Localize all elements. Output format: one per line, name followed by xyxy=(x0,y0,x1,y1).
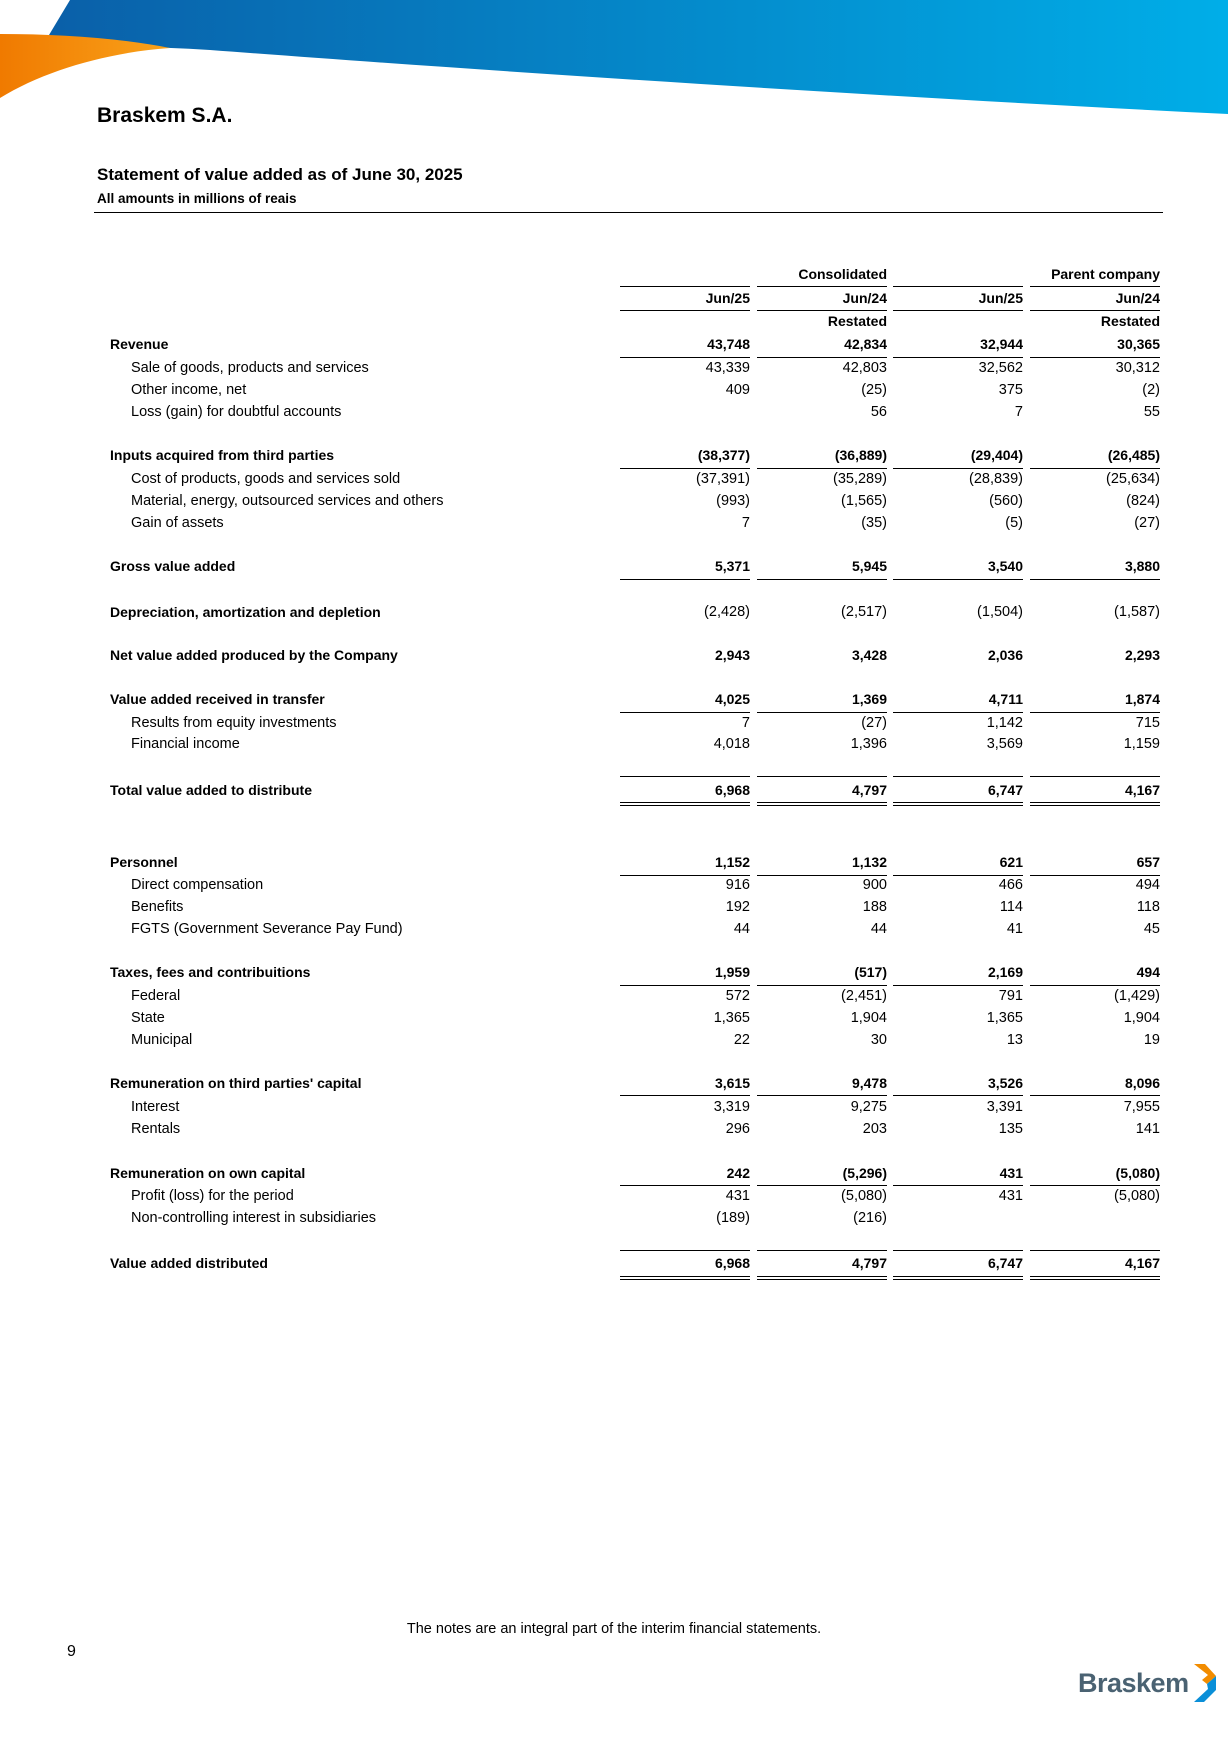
row-value: 1,365 xyxy=(986,1010,1023,1026)
table-row xyxy=(0,782,1228,802)
row-value: 715 xyxy=(1135,715,1160,731)
row-value: 4,167 xyxy=(1124,1255,1160,1271)
table-row xyxy=(0,515,1228,535)
row-value: (25,634) xyxy=(1105,471,1160,487)
row-label: Gross value added xyxy=(110,558,236,574)
row-rule xyxy=(893,357,1023,358)
row-rule xyxy=(757,1095,887,1096)
row-value: 572 xyxy=(725,988,750,1004)
row-value: (27) xyxy=(1134,515,1160,531)
row-value: 3,569 xyxy=(986,736,1023,752)
table-row xyxy=(0,1032,1228,1052)
row-value: 6,968 xyxy=(714,1255,750,1271)
statement-title: Statement of value added as of June 30, 2025 xyxy=(97,165,463,184)
row-rule xyxy=(757,579,887,580)
row-rule xyxy=(620,1250,750,1251)
row-value: 1,142 xyxy=(986,715,1023,731)
col-header-period: Jun/24 xyxy=(842,290,887,306)
row-value: (5) xyxy=(1005,515,1023,531)
row-value: (29,404) xyxy=(970,447,1023,463)
row-rule xyxy=(1030,1250,1160,1251)
row-rule xyxy=(1030,1095,1160,1096)
table-row xyxy=(0,899,1228,919)
row-value: 19 xyxy=(1143,1032,1160,1048)
row-label: Federal xyxy=(131,988,181,1004)
row-value: (824) xyxy=(1126,493,1160,509)
row-label: Revenue xyxy=(110,336,169,352)
table-row xyxy=(0,691,1228,711)
row-value: 4,167 xyxy=(1124,782,1160,798)
row-value: 30 xyxy=(870,1032,887,1048)
row-value: (5,080) xyxy=(841,1188,887,1204)
row-value: 916 xyxy=(725,877,750,893)
row-rule xyxy=(893,579,1023,580)
row-label: FGTS (Government Severance Pay Fund) xyxy=(131,921,403,937)
col-header-restated: Restated xyxy=(827,313,887,329)
logo-text: Braskem xyxy=(1078,1667,1189,1698)
row-rule xyxy=(893,1250,1023,1251)
row-rule xyxy=(757,1250,887,1251)
row-rule xyxy=(893,1095,1023,1096)
row-value: 431 xyxy=(725,1188,750,1204)
row-label: Taxes, fees and contribuitions xyxy=(110,964,311,980)
row-value: 42,834 xyxy=(844,336,887,352)
row-value: 4,711 xyxy=(988,691,1023,707)
row-value: (35,289) xyxy=(832,471,887,487)
table-row xyxy=(0,360,1228,380)
row-value: 791 xyxy=(998,988,1023,1004)
row-label: Financial income xyxy=(131,736,240,752)
total-double-rule xyxy=(757,802,887,806)
row-rule xyxy=(620,579,750,580)
row-value: (189) xyxy=(716,1210,750,1226)
total-double-rule xyxy=(893,802,1023,806)
row-label: Value added received in transfer xyxy=(110,691,325,707)
row-value: 657 xyxy=(1136,854,1160,870)
row-rule xyxy=(757,712,887,713)
row-value: 3,615 xyxy=(714,1075,750,1091)
row-label: Personnel xyxy=(110,854,178,870)
row-value: 2,169 xyxy=(987,964,1023,980)
header-rule xyxy=(757,310,887,311)
table-row xyxy=(0,336,1228,356)
col-header-period: Jun/24 xyxy=(1115,290,1160,306)
row-label: Inputs acquired from third parties xyxy=(110,447,335,463)
row-value: 30,365 xyxy=(1117,336,1160,352)
braskem-logo xyxy=(1078,1662,1219,1704)
row-value: 3,428 xyxy=(851,647,887,663)
row-rule xyxy=(1030,1185,1160,1186)
row-value: 2,293 xyxy=(1124,647,1160,663)
total-double-rule xyxy=(757,1276,887,1280)
row-label: State xyxy=(131,1010,165,1026)
row-value: 114 xyxy=(999,899,1023,915)
row-value: 43,339 xyxy=(705,360,750,376)
row-value: (25) xyxy=(861,382,887,398)
row-value: 4,797 xyxy=(851,782,887,798)
row-value: 9,275 xyxy=(850,1099,887,1115)
row-rule xyxy=(620,712,750,713)
row-value: 1,152 xyxy=(714,854,750,870)
header-rule xyxy=(620,286,750,287)
row-value: 7,955 xyxy=(1123,1099,1160,1115)
row-value: (28,839) xyxy=(968,471,1023,487)
header-rule xyxy=(1030,286,1160,287)
row-value: (5,296) xyxy=(842,1165,887,1181)
col-header-period: Jun/25 xyxy=(978,290,1023,306)
row-label: Remuneration on own capital xyxy=(110,1165,306,1181)
row-value: (2,428) xyxy=(704,604,750,620)
table-row xyxy=(0,854,1228,874)
row-label: Sale of goods, products and services xyxy=(131,360,369,376)
row-rule xyxy=(757,468,887,469)
row-value: 242 xyxy=(726,1165,750,1181)
row-label: Loss (gain) for doubtful accounts xyxy=(131,404,342,420)
group-header-parent: Parent company xyxy=(1051,266,1160,282)
row-rule xyxy=(1030,468,1160,469)
col-header-period: Jun/25 xyxy=(705,290,750,306)
row-value: 296 xyxy=(725,1121,750,1137)
row-value: 5,371 xyxy=(714,558,750,574)
row-value: 4,025 xyxy=(714,691,750,707)
row-value: (26,485) xyxy=(1107,447,1160,463)
row-value: (35) xyxy=(861,515,887,531)
row-value: 141 xyxy=(1135,1121,1160,1137)
row-value: (5,080) xyxy=(1115,1165,1160,1181)
row-rule xyxy=(1030,875,1160,876)
row-rule xyxy=(893,985,1023,986)
row-label: Rentals xyxy=(131,1121,181,1137)
row-value: 3,526 xyxy=(987,1075,1023,1091)
row-value: 118 xyxy=(1136,899,1160,915)
row-rule xyxy=(620,875,750,876)
row-value: 1,365 xyxy=(713,1010,750,1026)
table-row xyxy=(0,493,1228,513)
row-value: 409 xyxy=(725,382,750,398)
row-label: Value added distributed xyxy=(110,1255,268,1271)
row-value: (1,504) xyxy=(977,604,1023,620)
header-rule xyxy=(757,286,887,287)
row-rule xyxy=(620,776,750,777)
table-row xyxy=(0,1075,1228,1095)
row-value: 1,904 xyxy=(850,1010,887,1026)
row-value: (5,080) xyxy=(1114,1188,1160,1204)
row-value: 135 xyxy=(998,1121,1023,1137)
table-row xyxy=(0,1099,1228,1119)
row-value: 1,159 xyxy=(1123,736,1160,752)
table-row xyxy=(0,1210,1228,1230)
row-value: 7 xyxy=(741,715,750,731)
row-rule xyxy=(620,985,750,986)
row-value: 45 xyxy=(1143,921,1160,937)
row-value: 6,747 xyxy=(987,1255,1023,1271)
total-double-rule xyxy=(620,1276,750,1280)
table-row xyxy=(0,471,1228,491)
row-rule xyxy=(893,875,1023,876)
row-rule xyxy=(1030,776,1160,777)
row-value: 32,562 xyxy=(978,360,1023,376)
row-value: (1,565) xyxy=(841,493,887,509)
table-row xyxy=(0,964,1228,984)
row-rule xyxy=(620,357,750,358)
row-rule xyxy=(757,776,887,777)
row-value: (2) xyxy=(1142,382,1160,398)
table-row xyxy=(0,877,1228,897)
total-double-rule xyxy=(1030,1276,1160,1280)
row-value: 1,132 xyxy=(851,854,887,870)
row-value: (1,429) xyxy=(1114,988,1160,1004)
group-header-consolidated: Consolidated xyxy=(798,266,887,282)
row-value: (38,377) xyxy=(697,447,750,463)
table-row xyxy=(0,715,1228,735)
row-value: 466 xyxy=(998,877,1023,893)
total-double-rule xyxy=(1030,802,1160,806)
header-banner xyxy=(0,0,1228,120)
row-label: Interest xyxy=(131,1099,180,1115)
header-rule xyxy=(893,310,1023,311)
row-label: Remuneration on third parties' capital xyxy=(110,1075,362,1091)
table-row xyxy=(0,382,1228,402)
row-value: 1,904 xyxy=(1123,1010,1160,1026)
row-value: (560) xyxy=(989,493,1023,509)
row-value: 3,319 xyxy=(713,1099,750,1115)
row-value: 41 xyxy=(1006,921,1023,937)
row-label: Material, energy, outsourced services and others xyxy=(131,493,444,509)
row-rule xyxy=(1030,357,1160,358)
row-value: 2,943 xyxy=(714,647,750,663)
table-row xyxy=(0,1188,1228,1208)
row-value: 6,968 xyxy=(714,782,750,798)
header-rule xyxy=(1030,310,1160,311)
col-header-restated: Restated xyxy=(1100,313,1160,329)
header-rule xyxy=(893,286,1023,287)
row-value: 621 xyxy=(999,854,1023,870)
row-rule xyxy=(620,1095,750,1096)
row-value: 9,478 xyxy=(851,1075,887,1091)
table-row xyxy=(0,1165,1228,1185)
row-rule xyxy=(620,1185,750,1186)
page-number: 9 xyxy=(67,1643,76,1660)
row-label: Total value added to distribute xyxy=(110,782,312,798)
row-value: 1,369 xyxy=(851,691,887,707)
row-label: Results from equity investments xyxy=(131,715,337,731)
row-value: 42,803 xyxy=(842,360,887,376)
table-row xyxy=(0,988,1228,1008)
row-label: Cost of products, goods and services sold xyxy=(131,471,401,487)
table-row xyxy=(0,1010,1228,1030)
row-value: 3,540 xyxy=(987,558,1023,574)
title-divider xyxy=(94,212,1163,213)
row-value: 5,945 xyxy=(851,558,887,574)
table-row xyxy=(0,736,1228,756)
row-value: (1,587) xyxy=(1114,604,1160,620)
row-value: (37,391) xyxy=(695,471,750,487)
row-value: 2,036 xyxy=(987,647,1023,663)
row-value: (2,517) xyxy=(841,604,887,620)
row-value: 188 xyxy=(862,899,887,915)
row-value: 55 xyxy=(1143,404,1160,420)
table-row xyxy=(0,1255,1228,1275)
row-value: 6,747 xyxy=(987,782,1023,798)
row-value: 1,874 xyxy=(1124,691,1160,707)
table-row xyxy=(0,404,1228,424)
row-label: Gain of assets xyxy=(131,515,224,531)
row-value: (27) xyxy=(861,715,887,731)
row-rule xyxy=(893,468,1023,469)
row-value: 431 xyxy=(998,1188,1023,1204)
row-value: 203 xyxy=(862,1121,887,1137)
row-value: (216) xyxy=(853,1210,887,1226)
row-rule xyxy=(1030,712,1160,713)
row-value: 56 xyxy=(870,404,887,420)
row-rule xyxy=(1030,985,1160,986)
row-label: Other income, net xyxy=(131,382,247,398)
table-row xyxy=(0,1121,1228,1141)
row-rule xyxy=(893,1185,1023,1186)
row-rule xyxy=(757,985,887,986)
row-value: (517) xyxy=(854,964,887,980)
row-value: 44 xyxy=(870,921,887,937)
logo-mark-icon xyxy=(1191,1662,1219,1704)
table-row xyxy=(0,921,1228,941)
row-value: 44 xyxy=(733,921,750,937)
total-double-rule xyxy=(893,1276,1023,1280)
row-rule xyxy=(1030,579,1160,580)
row-label: Profit (loss) for the period xyxy=(131,1188,294,1204)
company-name: Braskem S.A. xyxy=(97,104,233,127)
total-double-rule xyxy=(620,802,750,806)
row-value: 3,880 xyxy=(1124,558,1160,574)
row-label: Direct compensation xyxy=(131,877,264,893)
table-row xyxy=(0,447,1228,467)
row-value: 900 xyxy=(862,877,887,893)
row-value: 4,797 xyxy=(851,1255,887,1271)
row-value: 7 xyxy=(1014,404,1023,420)
statement-subtitle: All amounts in millions of reais xyxy=(97,191,297,206)
row-value: 13 xyxy=(1006,1032,1023,1048)
row-value: 192 xyxy=(725,899,750,915)
row-value: 1,396 xyxy=(850,736,887,752)
row-value: 8,096 xyxy=(1124,1075,1160,1091)
row-label: Depreciation, amortization and depletion xyxy=(110,604,381,620)
row-rule xyxy=(893,712,1023,713)
header-rule xyxy=(620,310,750,311)
row-label: Benefits xyxy=(131,899,184,915)
table-row xyxy=(0,647,1228,667)
row-value: 494 xyxy=(1136,964,1160,980)
row-value: 375 xyxy=(998,382,1023,398)
row-value: 1,959 xyxy=(714,964,750,980)
row-value: 3,391 xyxy=(986,1099,1023,1115)
row-value: 30,312 xyxy=(1115,360,1160,376)
row-value: 32,944 xyxy=(980,336,1023,352)
row-rule xyxy=(757,1185,887,1186)
table-row xyxy=(0,604,1228,624)
row-value: 4,018 xyxy=(713,736,750,752)
row-label: Net value added produced by the Company xyxy=(110,647,398,663)
row-value: 22 xyxy=(733,1032,750,1048)
table-row xyxy=(0,558,1228,578)
row-value: 7 xyxy=(741,515,750,531)
row-label: Non-controlling interest in subsidiaries xyxy=(131,1210,377,1226)
row-label: Municipal xyxy=(131,1032,193,1048)
row-value: (36,889) xyxy=(834,447,887,463)
row-rule xyxy=(893,776,1023,777)
row-rule xyxy=(757,875,887,876)
row-value: 431 xyxy=(999,1165,1023,1181)
row-value: 43,748 xyxy=(707,336,750,352)
footer-note: The notes are an integral part of the interim financial statements. xyxy=(406,1621,822,1637)
row-value: 494 xyxy=(1135,877,1160,893)
row-value: (2,451) xyxy=(841,988,887,1004)
row-value: (993) xyxy=(716,493,750,509)
row-rule xyxy=(757,357,887,358)
row-rule xyxy=(620,468,750,469)
